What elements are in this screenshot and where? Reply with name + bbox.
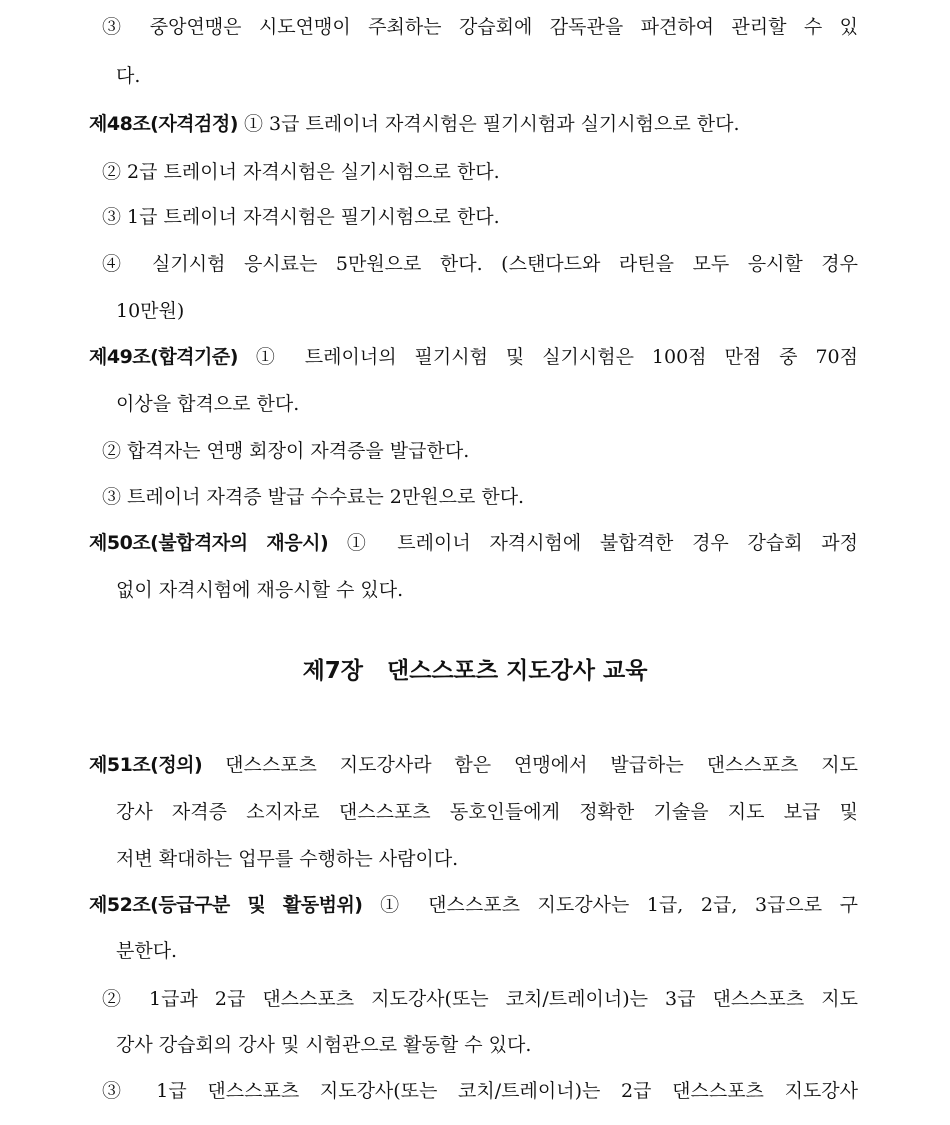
art52-p2-line1: ② 1급과 2급 댄스스포츠 지도강사(또는 코치/트레이너)는 3급 댄스스포츠 지도 xyxy=(102,988,858,1010)
art50-heading: 제50조(불합격자의 재응시) xyxy=(89,532,329,554)
chapter-title: 제7장 댄스스포츠 지도강사 교육 xyxy=(302,658,648,684)
art48-heading: 제48조(자격검정) xyxy=(89,113,238,135)
art52-p3-line1: ③ 1급 댄스스포츠 지도강사(또는 코치/트레이너)는 2급 댄스스포츠 지도강사 xyxy=(102,1080,858,1102)
art48-p4-line1: ④ 실기시험 응시료는 5만원으로 한다. (스탠다드와 라틴을 모두 응시할 경우 xyxy=(102,253,858,275)
art52-p1-text: ① 댄스스포츠 지도강사는 1급, 2급, 3급으로 구 xyxy=(380,894,859,916)
art51-line3: 저변 확대하는 업무를 수행하는 사람이다. xyxy=(116,848,459,870)
art52-line1 xyxy=(89,892,858,918)
art49-p2: ② 합격자는 연맹 회장이 자격증을 발급한다. xyxy=(102,440,470,462)
art50-p1-text: ① 트레이너 자격시험에 불합격한 경우 강습회 과정 xyxy=(346,532,858,554)
art49-line1 xyxy=(89,344,858,370)
art48-p4-line2: 10만원) xyxy=(116,300,185,322)
art48-p1-text: ① 3급 트레이너 자격시험은 필기시험과 실기시험으로 한다. xyxy=(243,113,740,135)
art49-p1-line2: 이상을 합격으로 한다. xyxy=(116,393,300,415)
art49-heading: 제49조(합격기준) xyxy=(89,346,238,368)
art50-p1-line2: 없이 자격시험에 재응시할 수 있다. xyxy=(116,579,404,601)
art52-p2-line2: 강사 강습회의 강사 및 시험관으로 활동할 수 있다. xyxy=(116,1034,532,1056)
art49-p3: ③ 트레이너 자격증 발급 수수료는 2만원으로 한다. xyxy=(102,486,525,508)
art48-line1 xyxy=(89,111,858,137)
art47-p3-line1: ③ 중앙연맹은 시도연맹이 주최하는 강습회에 감독관을 파견하여 관리할 수 있 xyxy=(102,16,858,38)
art51-line2: 강사 자격증 소지자로 댄스스포츠 동호인들에게 정확한 기술을 지도 보급 및 xyxy=(116,801,858,823)
art49-p1-text: ① 트레이너의 필기시험 및 실기시험은 100점 만점 중 70점 xyxy=(255,346,859,368)
art51-heading: 제51조(정의) xyxy=(89,754,203,776)
art52-heading: 제52조(등급구분 및 활동범위) xyxy=(89,894,363,916)
art51-line1 xyxy=(89,752,858,778)
art51-text: 댄스스포츠 지도강사라 함은 연맹에서 발급하는 댄스스포츠 지도 xyxy=(225,754,858,776)
art48-p2: ② 2급 트레이너 자격시험은 실기시험으로 한다. xyxy=(102,161,500,183)
art52-p1-line2: 분한다. xyxy=(116,940,178,962)
art47-p3-line2: 다. xyxy=(116,65,141,87)
art48-p3: ③ 1급 트레이너 자격시험은 필기시험으로 한다. xyxy=(102,206,500,228)
art50-line1 xyxy=(89,530,858,556)
